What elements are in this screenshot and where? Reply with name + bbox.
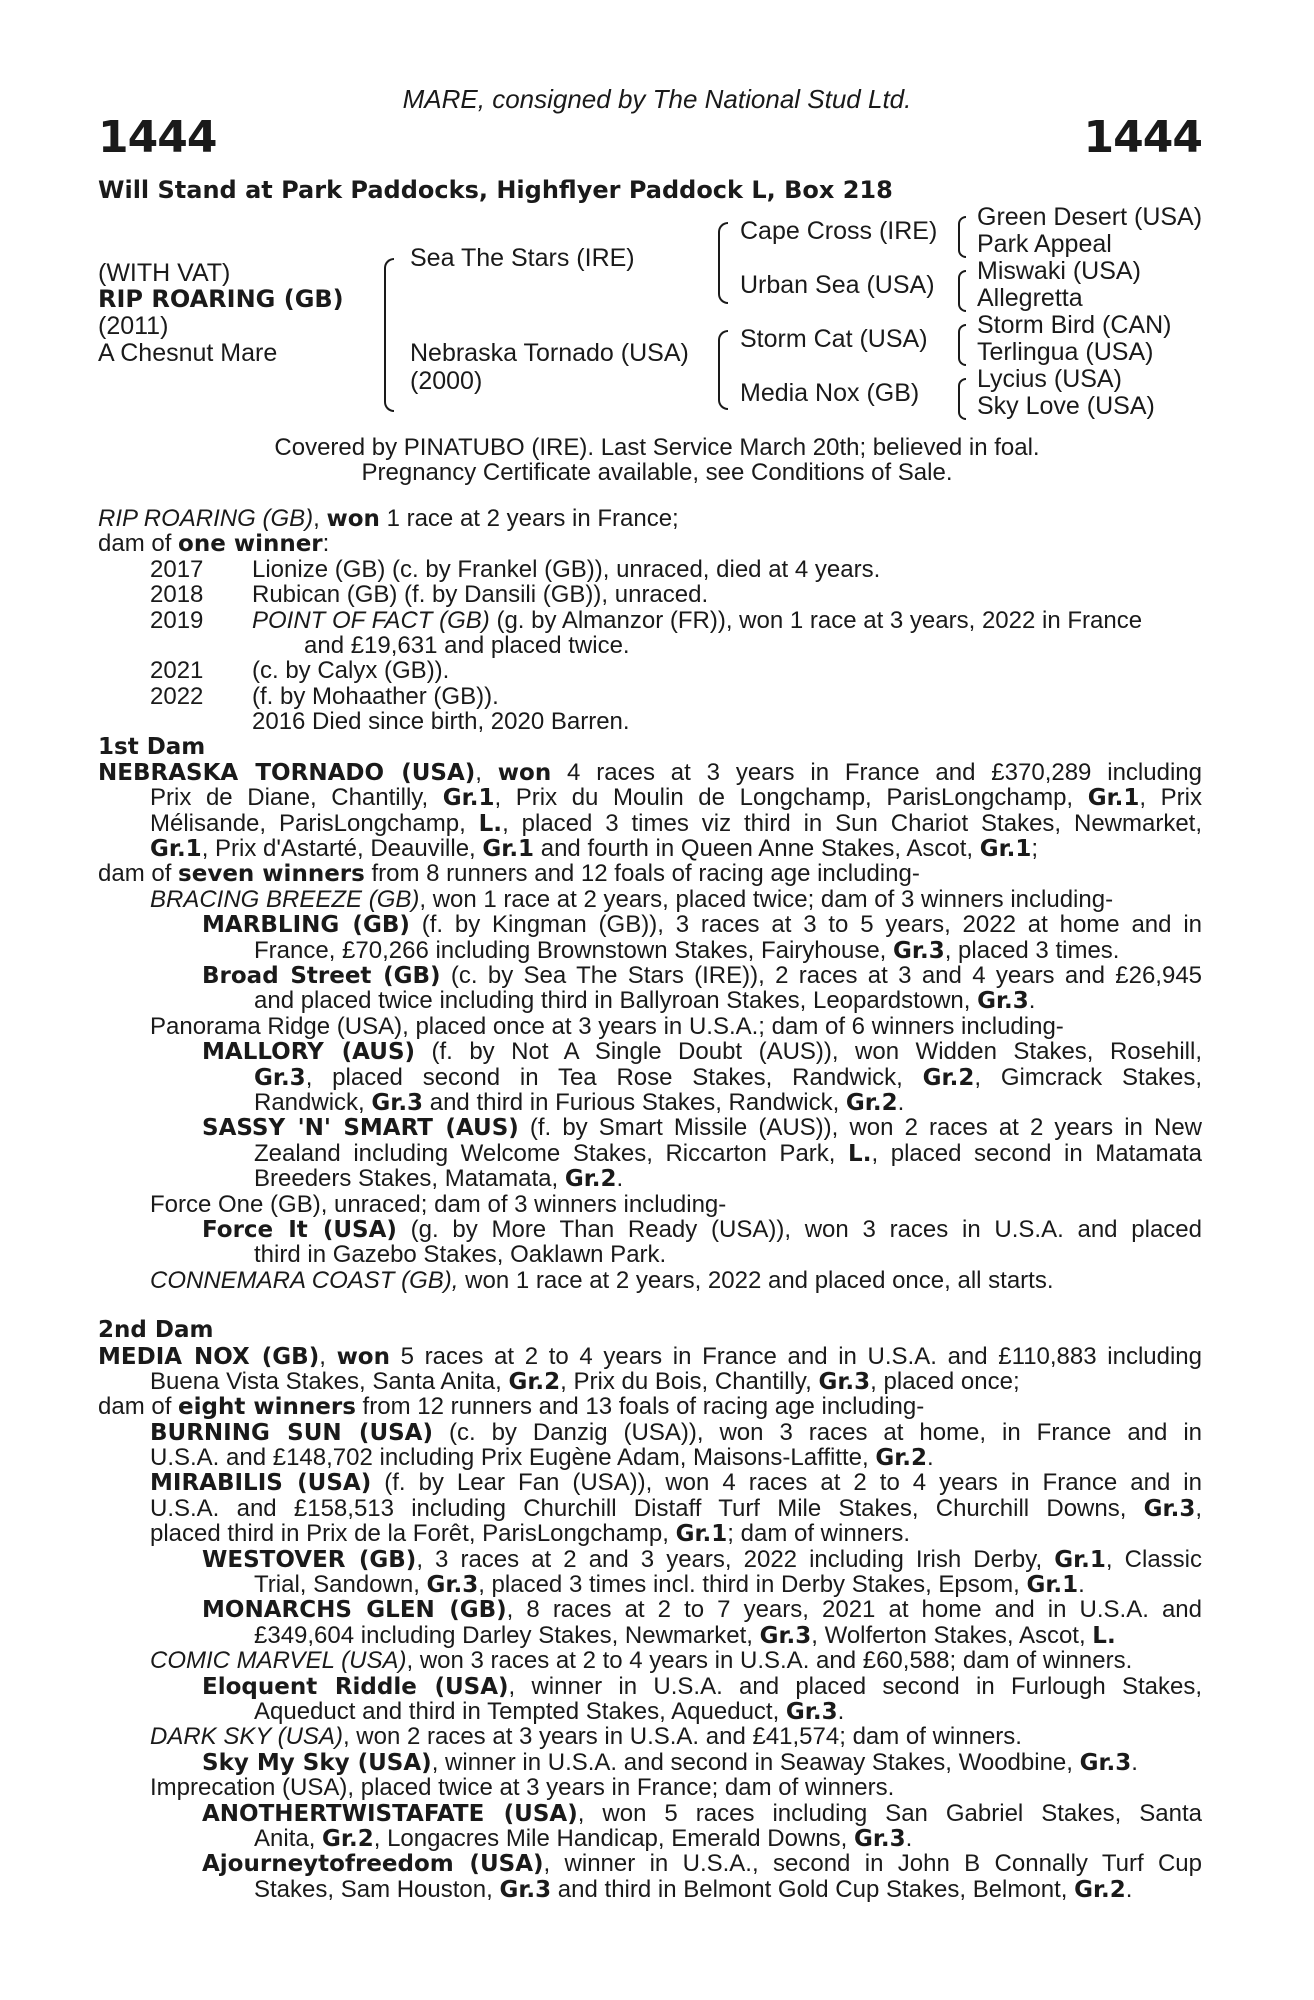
text-segment: , Prix du Bois, Chantilly, [560, 1367, 819, 1395]
produce-row [98, 608, 1202, 633]
produce-row [98, 658, 1202, 683]
bold-text: Gr.3 [1143, 1495, 1196, 1522]
text-segment: Zealand including Welcome Stakes, Riccarton Park, [254, 1139, 849, 1167]
stand-location: Will Stand at Park Paddocks, Highflyer Paddock L, Box 218 [98, 176, 893, 204]
text-segment: (c. by Danzig (USA)), won 3 races at home, in France and in [433, 1418, 1202, 1446]
text-line [98, 988, 1202, 1013]
text-line [98, 1547, 1202, 1572]
text-line [98, 1242, 1202, 1267]
text-line [98, 1801, 1202, 1826]
text-line [98, 1115, 1202, 1140]
bold-text: Gr.3 [426, 1572, 479, 1599]
text-line [98, 938, 1202, 963]
text-line [98, 887, 1202, 912]
bold-text: Gr.2 [1074, 1876, 1126, 1903]
dam-dam: Media Nox (GB) [740, 379, 920, 407]
text-line [98, 1572, 1202, 1597]
text-segment: Imprecation (USA), placed twice at 3 years in France; dam of winners. [150, 1774, 895, 1802]
text-segment: and fourth in Queen Anne Stakes, Ascot, [534, 835, 980, 863]
text-segment: , placed second in Matamata [871, 1139, 1203, 1167]
text-segment: , won 1 race at 2 years, placed twice; dam of 3 winners including- [419, 885, 1114, 913]
bold-text: MALLORY (AUS) [202, 1039, 416, 1066]
text-line [98, 1394, 1202, 1419]
bold-text: MONARCHS GLEN (GB) [202, 1597, 507, 1624]
bold-text: MARBLING (GB) [202, 912, 410, 939]
text-segment: Stakes, Sam Houston, [254, 1875, 500, 1903]
ancestor-8: Sky Love (USA) [977, 392, 1155, 420]
text-segment: from 8 runners and 12 foals of racing age including- [364, 860, 920, 888]
horse-description: A Chesnut Mare [98, 339, 278, 367]
text-segment: U.S.A. and £148,702 including Prix Eugène Adam, Maisons-Laffitte, [150, 1444, 876, 1472]
vat-note: (WITH VAT) [98, 259, 231, 287]
won-label: won [326, 506, 380, 532]
text-segment: Randwick, [254, 1088, 372, 1116]
dam-name: Nebraska Tornado (USA) [410, 339, 689, 367]
text-segment: Mélisande, ParisLongchamp, [150, 809, 479, 837]
text-segment: France, £70,266 including Brownstown Stakes, Fairyhouse, [254, 936, 894, 964]
lot-number-right: 1444 [1083, 112, 1202, 163]
text-segment: , placed 3 times incl. third in Derby Stakes, Epsom, [478, 1571, 1027, 1599]
text-segment: dam of [98, 860, 179, 888]
text-segment: placed third in Prix de la Forêt, ParisLongchamp, [150, 1520, 676, 1548]
bold-text: MEDIA NOX (GB) [98, 1343, 320, 1370]
catalogue-body [98, 506, 1202, 1902]
text-segment: , won 5 races including San Gabriel Stakes, Santa [577, 1799, 1203, 1827]
text-segment: , placed second in Tea Rose Stakes, Randwick, [305, 1063, 923, 1091]
bold-text: SASSY 'N' SMART (AUS) [202, 1115, 519, 1142]
text-segment: , winner in U.S.A. and second in Seaway Stakes, Woodbine, [431, 1748, 1080, 1776]
text-line [98, 1065, 1202, 1090]
bold-text: Gr.3 [818, 1368, 871, 1395]
bold-text: Gr.1 [675, 1521, 728, 1548]
first-dam-heading: 1st Dam [98, 733, 206, 760]
text-line [98, 1217, 1202, 1242]
bold-text: NEBRASKA TORNADO (USA) [98, 759, 476, 786]
dam-year: (2000) [410, 367, 483, 395]
text-segment: and third in Belmont Gold Cup Stakes, Belmont, [551, 1875, 1075, 1903]
text-line [98, 1470, 1202, 1495]
bold-text: Gr.1 [1087, 785, 1140, 812]
covering-line-1: Covered by PINATUBO (IRE). Last Service March 20th; believed in foal. [274, 434, 1040, 461]
text-line [98, 1623, 1202, 1648]
bold-text: Gr.3 [371, 1089, 424, 1116]
text-segment: , 8 races at 2 to 7 years, 2021 at home and in U.S.A. and [506, 1596, 1202, 1624]
bold-text: Gr.2 [508, 1368, 561, 1395]
text-segment: , [1195, 1494, 1202, 1522]
text-line [98, 1369, 1202, 1394]
text-line [98, 963, 1202, 988]
text-segment: third in Gazebo Stakes, Oaklawn Park. [254, 1241, 667, 1269]
bold-text: MIRABILIS (USA) [150, 1470, 372, 1497]
dam-sire: Storm Cat (USA) [740, 325, 928, 353]
text-segment: , winner in U.S.A. and placed second in Furlough Stakes, [508, 1672, 1202, 1700]
text-segment: Buena Vista Stakes, Santa Anita, [150, 1367, 509, 1395]
mare-name: RIP ROARING (GB) [98, 505, 314, 532]
brace-g3 [958, 324, 966, 366]
text-segment: , won 3 races at 2 to 4 years in U.S.A. and £60,588; dam of winners. [406, 1647, 1133, 1675]
ancestor-4: Allegretta [977, 284, 1083, 312]
text-segment: won 1 race at 2 years, 2022 and placed once, all starts. [458, 1266, 1054, 1294]
text-line [98, 1166, 1202, 1191]
bold-text: L. [478, 810, 503, 837]
horse-year: (2011) [98, 312, 169, 340]
bold-text: Gr.3 [499, 1876, 552, 1903]
ancestor-3: Miswaki (USA) [977, 257, 1141, 285]
bold-text: Gr.3 [1079, 1749, 1132, 1776]
text-segment: , [319, 1342, 337, 1370]
bold-text: ANOTHERTWISTAFATE (USA) [202, 1800, 578, 1827]
produce-year: 2018 [150, 581, 204, 609]
bold-text: Gr.2 [875, 1445, 928, 1472]
italic-text: DARK SKY (USA) [150, 1723, 343, 1751]
bold-text: Force It (USA) [202, 1216, 397, 1243]
text-line [98, 861, 1202, 886]
text-line [98, 1268, 1202, 1293]
text-segment: . [927, 1444, 934, 1472]
bold-text: Ajourneytofreedom (USA) [202, 1851, 544, 1878]
text-segment: . [616, 1165, 624, 1193]
produce-year: 2022 [150, 682, 204, 710]
sire-sire: Cape Cross (IRE) [740, 217, 938, 245]
text-segment: from 12 runners and 13 foals of racing age including- [355, 1393, 925, 1421]
text-line [98, 912, 1202, 937]
text-segment: (f. by Kingman (GB)), 3 races at 3 to 5 years, 2022 at home and in [409, 911, 1203, 939]
brace-sire [718, 222, 728, 304]
bold-text: Gr.1 [979, 836, 1032, 863]
produce-row [98, 684, 1202, 709]
produce-name: POINT OF FACT (GB) [252, 606, 490, 634]
text-line [98, 1775, 1202, 1800]
bold-text: Gr.2 [845, 1089, 898, 1116]
text-line [98, 760, 1202, 785]
bold-text: Gr.3 [977, 988, 1029, 1015]
text-segment: and third in Furious Stakes, Randwick, [423, 1088, 846, 1116]
sire-name: Sea The Stars (IRE) [410, 244, 635, 272]
dam-of-suffix: : [322, 530, 330, 558]
text-segment: , won 2 races at 3 years in U.S.A. and £41,574; dam of winners. [342, 1723, 1022, 1751]
produce-year: 2021 [150, 657, 204, 685]
text-segment: . [1078, 1571, 1085, 1599]
mare-record: RIP ROARING (GB), won 1 race at 2 years in France; [98, 505, 679, 532]
horse-name: RIP ROARING (GB) [98, 285, 344, 313]
text-segment: Panorama Ridge (USA), placed once at 3 years in U.S.A.; dam of 6 winners including- [150, 1012, 1064, 1040]
second-dam-section [98, 1344, 1202, 1903]
brace-gen1 [384, 258, 394, 412]
text-line [98, 1674, 1202, 1699]
mare-dam-of [98, 531, 1202, 556]
text-segment: , Longacres Mile Handicap, Emerald Downs, [373, 1824, 854, 1852]
bold-text: Sky My Sky (USA) [202, 1749, 432, 1776]
brace-g1 [958, 216, 966, 258]
bold-text: Gr.2 [322, 1825, 374, 1852]
text-line [98, 1851, 1202, 1876]
text-segment: , [475, 758, 498, 786]
text-segment: . [1125, 1875, 1133, 1903]
text-line [98, 1014, 1202, 1039]
produce-row [98, 557, 1202, 582]
text-segment: Trial, Sandown, [254, 1571, 427, 1599]
text-segment: Force One (GB), unraced; dam of 3 winners including- [150, 1190, 727, 1218]
text-segment: 5 races at 2 to 4 years in France and in U.S.A. and £110,883 including [390, 1342, 1203, 1370]
text-segment: Aqueduct and third in Tempted Stakes, Aqueduct, [254, 1697, 786, 1725]
bold-text: Gr.3 [893, 937, 945, 964]
ancestor-1: Green Desert (USA) [977, 203, 1203, 231]
bold-text: Gr.1 [1054, 1546, 1106, 1573]
dam-of-prefix: dam of [98, 530, 179, 558]
text-line [98, 1344, 1202, 1369]
ancestor-6: Terlingua (USA) [977, 338, 1154, 366]
text-segment: U.S.A. and £158,513 including Churchill Distaff Turf Mile Stakes, Churchill Downs, [150, 1494, 1144, 1522]
sire-dam: Urban Sea (USA) [740, 271, 935, 299]
bold-text: Gr.3 [853, 1825, 906, 1852]
produce-text: (f. by Mohaather (GB)). [252, 682, 499, 710]
text-line [98, 1597, 1202, 1622]
bold-text: Gr.1 [482, 836, 535, 863]
text-segment: , 3 races at 2 and 3 years, 2022 including Irish Derby, [416, 1545, 1055, 1573]
text-line [98, 1648, 1202, 1673]
text-segment: Prix de Diane, Chantilly, [150, 784, 443, 812]
bold-text: Gr.3 [254, 1064, 306, 1091]
text-segment: (f. by Not A Single Doubt (AUS)), won Widden Stakes, Rosehill, [415, 1038, 1202, 1066]
text-segment: , placed 3 times. [944, 936, 1120, 964]
bold-text: seven winners [178, 861, 365, 888]
text-segment: . [1131, 1748, 1138, 1776]
text-segment: . [905, 1824, 913, 1852]
text-line [98, 1090, 1202, 1115]
bold-text: Gr.2 [564, 1166, 617, 1193]
text-line [98, 1877, 1202, 1902]
text-line [98, 1420, 1202, 1445]
text-segment: (g. by More Than Ready (USA)), won 3 races in U.S.A. and placed [396, 1215, 1202, 1243]
text-segment: , Wolferton Stakes, Ascot, [811, 1621, 1093, 1649]
text-segment: , Prix du Moulin de Longchamp, ParisLongchamp, [494, 784, 1088, 812]
text-segment: , Gimcrack Stakes, [974, 1063, 1202, 1091]
bold-text: Gr.1 [1026, 1572, 1079, 1599]
covering-line-2: Pregnancy Certificate available, see Conditions of Sale. [361, 459, 953, 486]
text-segment: Anita, [254, 1824, 323, 1852]
text-segment: £349,604 including Darley Stakes, Newmarket, [254, 1621, 760, 1649]
text-line [98, 1699, 1202, 1724]
bold-text: L. [848, 1140, 872, 1167]
text-segment: Breeders Stakes, Matamata, [254, 1165, 565, 1193]
text-line [98, 1192, 1202, 1217]
bold-text: Gr.2 [922, 1064, 975, 1091]
produce-row [98, 582, 1202, 607]
bold-text: L. [1092, 1622, 1116, 1649]
text-segment: , Classic [1105, 1545, 1202, 1573]
bold-text: Gr.3 [785, 1698, 838, 1725]
text-segment: ; [1031, 835, 1039, 863]
produce-continuation: and £19,631 and placed twice. [304, 631, 630, 659]
text-line [98, 1750, 1202, 1775]
bold-text: Gr.3 [759, 1622, 812, 1649]
text-line [98, 811, 1202, 836]
produce-year: 2019 [150, 606, 204, 634]
dam-of-count: one winner [178, 531, 323, 558]
text-segment: , Prix [1139, 784, 1203, 812]
mare-record-text: 1 race at 2 years in France; [379, 505, 679, 532]
bold-text: eight winners [178, 1394, 356, 1421]
text-line [98, 1039, 1202, 1064]
text-segment: . [897, 1088, 905, 1116]
produce-year: 2017 [150, 555, 204, 583]
bold-text: Eloquent Riddle (USA) [202, 1673, 509, 1700]
text-line [98, 785, 1202, 810]
text-line [98, 1496, 1202, 1521]
produce-note: 2016 Died since birth, 2020 Barren. [252, 708, 630, 736]
ancestor-7: Lycius (USA) [977, 365, 1122, 393]
text-segment: , placed once; [870, 1367, 1020, 1395]
text-segment: and placed twice including third in Ballyroan Stakes, Leopardstown, [254, 987, 978, 1015]
text-segment: (c. by Sea The Stars (IRE)), 2 races at 3 and 4 years and £26,945 [440, 962, 1203, 990]
text-line [98, 1445, 1202, 1470]
text-segment: , Prix d'Astarté, Deauville, [201, 835, 483, 863]
bold-text: won [497, 759, 552, 786]
brace-g4 [958, 378, 966, 420]
italic-text: COMIC MARVEL (USA) [150, 1647, 407, 1675]
lot-number-left: 1444 [98, 112, 217, 163]
text-segment: dam of [98, 1393, 179, 1421]
text-line [98, 1141, 1202, 1166]
brace-g2 [958, 270, 966, 312]
italic-text: BRACING BREEZE (GB) [150, 885, 420, 913]
produce-text: Rubican (GB) (f. by Dansili (GB)), unraced. [252, 581, 709, 609]
produce-text: Lionize (GB) (c. by Frankel (GB)), unraced, died at 4 years. [252, 555, 881, 583]
second-dam-heading: 2nd Dam [98, 1317, 214, 1344]
text-line [98, 1521, 1202, 1546]
ancestor-2: Park Appeal [977, 230, 1112, 258]
ancestor-5: Storm Bird (CAN) [977, 311, 1172, 339]
bold-text: Gr.1 [150, 836, 202, 863]
bold-text: Broad Street (GB) [202, 963, 441, 990]
text-segment: , winner in U.S.A., second in John B Connally Turf Cup [543, 1850, 1203, 1878]
text-line [98, 1826, 1202, 1851]
consignment-line: MARE, consigned by The National Stud Ltd. [402, 84, 912, 114]
bold-text: won [336, 1343, 390, 1370]
text-line [98, 836, 1202, 861]
text-segment: (f. by Smart Missile (AUS)), won 2 races at 2 years in New [518, 1114, 1203, 1142]
bold-text: Gr.1 [442, 785, 495, 812]
text-segment: (f. by Lear Fan (USA)), won 4 races at 2 to 4 years in France and in [371, 1469, 1202, 1497]
text-segment: 4 races at 3 years in France and £370,289 including [551, 758, 1202, 786]
text-segment: . [1028, 987, 1036, 1015]
italic-text: CONNEMARA COAST (GB), [150, 1266, 459, 1294]
brace-dam [718, 330, 728, 410]
bold-text: BURNING SUN (USA) [150, 1419, 433, 1446]
first-dam-section [98, 760, 1202, 1293]
text-segment: ; dam of winners. [727, 1520, 911, 1548]
bold-text: WESTOVER (GB) [202, 1546, 417, 1573]
text-segment: , placed 3 times viz third in Sun Chariot Stakes, Newmarket, [502, 809, 1203, 837]
text-segment: . [837, 1697, 845, 1725]
produce-text: (c. by Calyx (GB)). [252, 657, 450, 685]
produce-text: (g. by Almanzor (FR)), won 1 race at 3 years, 2022 in France [489, 606, 1143, 634]
text-line [98, 1724, 1202, 1749]
